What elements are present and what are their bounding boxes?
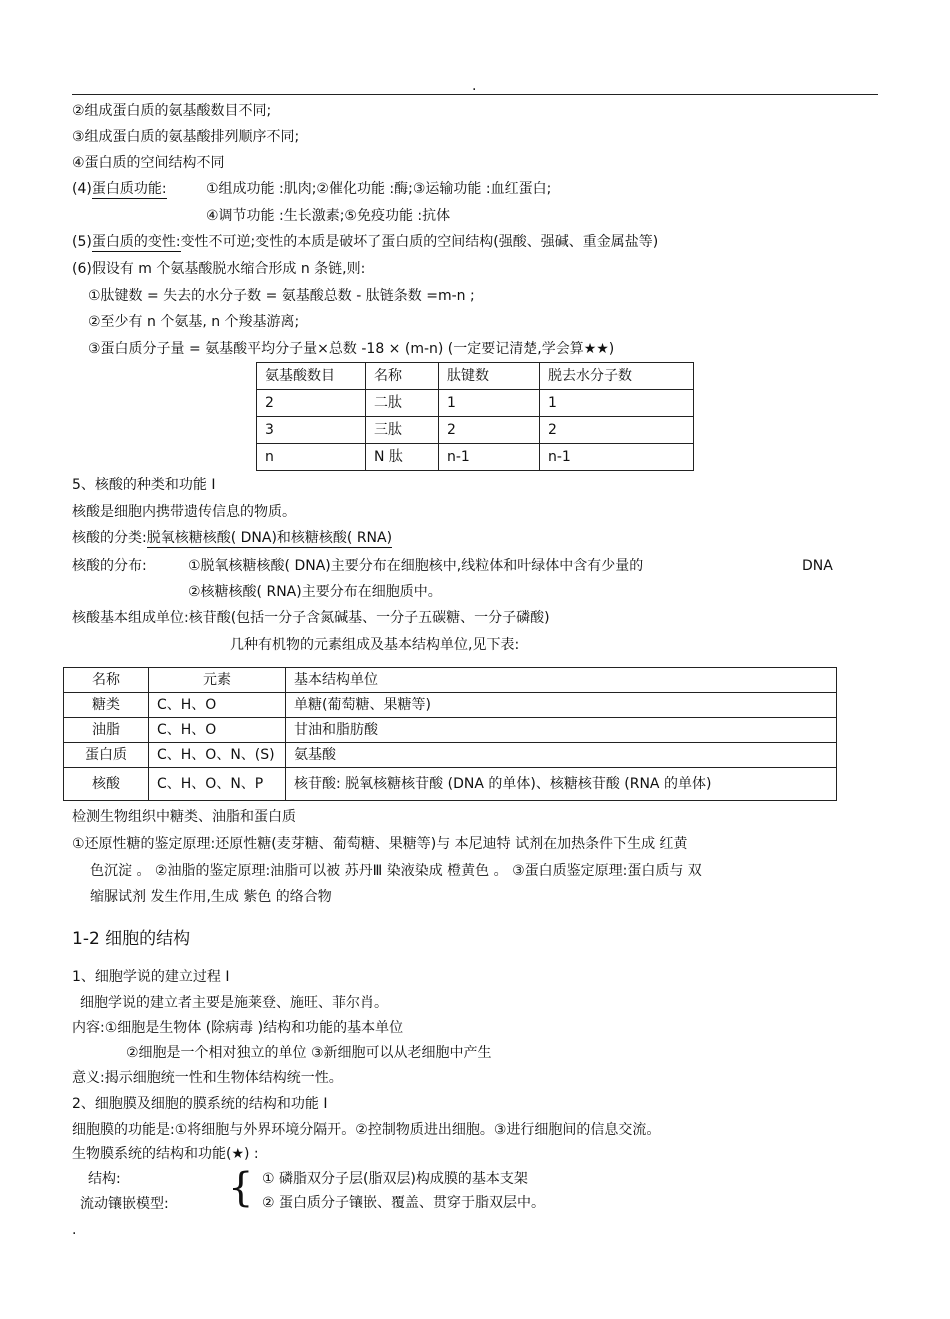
protein-diversity-3: ③组成蛋白质的氨基酸排列顺序不同;: [72, 129, 300, 145]
membrane-brace: {: [228, 1165, 254, 1211]
table-cell: 糖类: [64, 693, 149, 718]
footer-dot: .: [72, 1222, 77, 1238]
cell-theory-content-2: ②细胞是一个相对独立的单位 ③新细胞可以从老细胞中产生: [126, 1045, 492, 1061]
peptide-header-cell: 氨基酸数目: [257, 363, 366, 390]
organic-header-cell: 名称: [64, 668, 149, 693]
cell-theory-content-1: 内容:①细胞是生物体 (除病毒 )结构和功能的基本单位: [72, 1020, 404, 1036]
nucleic-dist-1: ①脱氧核糖核酸( DNA)主要分布在细胞核中,线粒体和叶绿体中含有少量的: [188, 558, 644, 574]
cell-theory-meaning: 意义:揭示细胞统一性和生物体结构统一性。: [72, 1070, 343, 1086]
detection-line-2: 色沉淀 。 ②油脂的鉴定原理:油脂可以被 苏丹Ⅲ 染液染成 橙黄色 。 ③蛋白质鉴定原理:蛋白质与 双: [90, 863, 702, 879]
membrane-structure-label: 结构:: [88, 1171, 121, 1187]
protein-function-row1: ①组成功能 :肌肉;②催化功能 :酶;③运输功能 :血红蛋白;: [206, 181, 552, 197]
organic-header-cell: 基本结构单位: [286, 668, 837, 693]
table-cell: 核酸: [64, 768, 149, 801]
table-cell: 油脂: [64, 718, 149, 743]
organic-table-caption: 几种有机物的元素组成及基本结构单位,见下表:: [230, 637, 520, 653]
table-cell: C、H、O、N、(S): [149, 743, 286, 768]
membrane-heading: 2、细胞膜及细胞的膜系统的结构和功能 I: [72, 1096, 328, 1112]
table-row: [257, 390, 694, 417]
table-cell: n: [257, 444, 366, 471]
detection-heading: 检测生物组织中糖类、油脂和蛋白质: [72, 809, 296, 825]
table-cell: 蛋白质: [64, 743, 149, 768]
protein-function-row2: ④调节功能 :生长激素;⑤免疫功能 :抗体: [206, 208, 451, 224]
peptide-header-cell: 肽键数: [439, 363, 540, 390]
protein-function-prefix: (4): [72, 181, 92, 197]
membrane-model-label: 流动镶嵌模型:: [80, 1196, 169, 1212]
table-cell: C、H、O: [149, 693, 286, 718]
calc-formula-2: ②至少有 n 个氨基, n 个羧基游离;: [88, 314, 300, 330]
table-cell: 2: [439, 417, 540, 444]
calc-formula-1: ①肽键数 = 失去的水分子数 = 氨基酸总数 - 肽链条数 =m-n ;: [88, 288, 475, 304]
organic-header-cell: 元素: [149, 668, 286, 693]
table-cell: 1: [439, 390, 540, 417]
table-row: [257, 417, 694, 444]
nucleic-definition: 核酸是细胞内携带遗传信息的物质。: [72, 504, 296, 520]
header-rule: [72, 94, 878, 95]
nucleic-types-line: [72, 529, 392, 547]
nucleic-dist-label: 核酸的分布:: [72, 558, 147, 574]
table-cell: 单糖(葡萄糖、果糖等): [286, 693, 837, 718]
organic-table: [63, 667, 837, 801]
nucleic-heading: 5、核酸的种类和功能 I: [72, 477, 216, 493]
table-row: [64, 768, 837, 801]
calc-intro: (6)假设有 m 个氨基酸脱水缩合形成 n 条链,则:: [72, 261, 366, 277]
table-cell: 2: [540, 417, 694, 444]
table-cell: 核苷酸: 脱氧核糖核苷酸 (DNA 的单体)、核糖核苷酸 (RNA 的单体): [286, 768, 837, 801]
table-row: [64, 718, 837, 743]
table-cell: 甘油和脂肪酸: [286, 718, 837, 743]
cell-theory-founders: 细胞学说的建立者主要是施莱登、施旺、菲尔肖。: [80, 995, 388, 1011]
table-cell: 氨基酸: [286, 743, 837, 768]
peptide-header-cell: 名称: [366, 363, 439, 390]
membrane-structure-1: ① 磷脂双分子层(脂双层)构成膜的基本支架: [262, 1171, 528, 1187]
protein-diversity-4: ④蛋白质的空间结构不同: [72, 155, 225, 171]
nucleic-types-label: 核酸的分类:: [72, 530, 147, 546]
table-cell: 1: [540, 390, 694, 417]
table-cell: 3: [257, 417, 366, 444]
protein-function-title: 蛋白质功能:: [91, 181, 167, 197]
nucleic-dist-1-end: DNA: [802, 558, 833, 574]
protein-diversity-2: ②组成蛋白质的氨基酸数目不同;: [72, 103, 272, 119]
peptide-header-cell: 脱去水分子数: [540, 363, 694, 390]
protein-denature-title: 蛋白质的变性:: [91, 234, 181, 250]
membrane-function: 细胞膜的功能是:①将细胞与外界环境分隔开。②控制物质进出细胞。③进行细胞间的信息交流。: [72, 1122, 661, 1138]
protein-denature-line: [72, 233, 658, 251]
table-row: [64, 693, 837, 718]
table-cell: 二肽: [366, 390, 439, 417]
protein-function-line: [72, 180, 167, 198]
header-dot: .: [472, 78, 477, 94]
table-row: [257, 444, 694, 471]
table-cell: N 肽: [366, 444, 439, 471]
table-cell: 2: [257, 390, 366, 417]
organic-table-header: [64, 668, 837, 693]
peptide-table: [256, 362, 694, 471]
membrane-system: 生物膜系统的结构和功能(★) :: [72, 1146, 259, 1162]
table-cell: n-1: [540, 444, 694, 471]
peptide-table-header: [257, 363, 694, 390]
detection-line-1: ①还原性糖的鉴定原理:还原性糖(麦芽糖、葡萄糖、果糖等)与 本尼迪特 试剂在加热条件下生成 红黄: [72, 836, 688, 852]
calc-formula-3: ③蛋白质分子量 = 氨基酸平均分子量×总数 -18 × (m-n) (一定要记清楚,学会算★★): [88, 341, 615, 357]
table-row: [64, 743, 837, 768]
section-title: 1-2 细胞的结构: [72, 929, 191, 949]
cell-theory-heading: 1、细胞学说的建立过程 I: [72, 969, 230, 985]
table-cell: C、H、O: [149, 718, 286, 743]
protein-denature-text: 变性不可逆;变性的本质是破坏了蛋白质的空间结构(强酸、强碱、重金属盐等): [180, 234, 659, 250]
protein-denature-prefix: (5): [72, 234, 92, 250]
nucleic-dist-2: ②核糖核酸( RNA)主要分布在细胞质中。: [188, 584, 442, 600]
detection-line-3: 缩脲试剂 发生作用,生成 紫色 的络合物: [90, 889, 332, 905]
table-cell: 三肽: [366, 417, 439, 444]
nucleic-unit: 核酸基本组成单位:核苷酸(包括一分子含氮碱基、一分子五碳糖、一分子磷酸): [72, 610, 550, 626]
nucleic-types-text: 脱氧核糖核酸( DNA)和核糖核酸( RNA): [146, 530, 393, 546]
membrane-structure-2: ② 蛋白质分子镶嵌、覆盖、贯穿于脂双层中。: [262, 1195, 545, 1211]
table-cell: n-1: [439, 444, 540, 471]
table-cell: C、H、O、N、P: [149, 768, 286, 801]
